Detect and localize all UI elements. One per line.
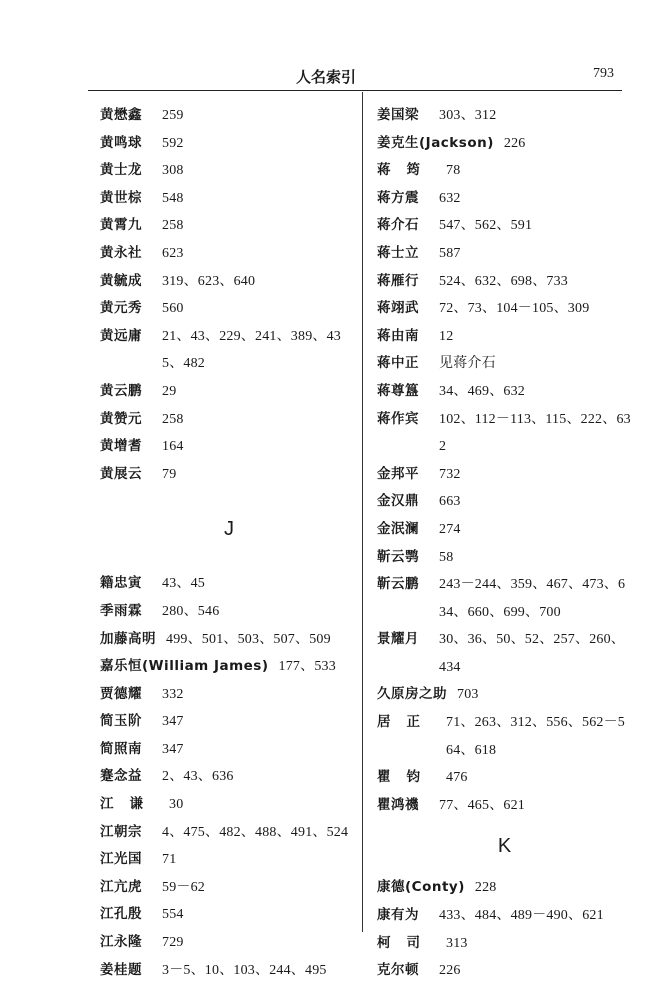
index-entry	[100, 763, 358, 791]
entry-name: 简玉阶	[100, 713, 142, 730]
entry-pages: 433、484、489－490、621	[439, 908, 604, 924]
entry-pages: 12	[439, 328, 454, 344]
entry-pages: 729	[162, 935, 184, 951]
index-entry	[377, 268, 632, 296]
entry-name: 居正	[377, 714, 436, 731]
entry-name: 黄鸣球	[100, 134, 142, 151]
entry-name: 黄展云	[100, 465, 142, 482]
entry-name: 贾德耀	[100, 685, 142, 702]
entry-pages: 259	[162, 108, 184, 123]
entry-name: 嘉乐恒(William James)	[100, 658, 269, 675]
index-entry	[100, 598, 358, 626]
entry-pages: 78	[446, 163, 461, 179]
entry-pages: 30、36、50、52、257、260、434	[439, 632, 625, 675]
section-letter: J	[224, 518, 234, 541]
entry-pages: 226	[503, 135, 526, 151]
running-title: 人名索引	[295, 68, 356, 86]
entry-name: 江光国	[100, 851, 142, 868]
index-entry	[100, 626, 358, 654]
index-entry	[377, 571, 632, 626]
entry-name: 金泯澜	[377, 520, 419, 537]
index-entry	[100, 378, 358, 406]
entry-name: 江永隆	[100, 934, 142, 951]
entry-name: 黄世棕	[100, 189, 142, 206]
entry-pages: 228	[474, 880, 497, 896]
index-entry	[377, 295, 632, 323]
entry-name: 蒋作宾	[377, 410, 419, 427]
entry-name: 江朝宗	[100, 823, 142, 840]
entry-pages: 703	[457, 687, 479, 703]
entry-name: 柯司	[377, 934, 436, 951]
entry-name: 加藤高明	[100, 630, 156, 647]
entry-name: 黄远庸	[100, 327, 142, 344]
entry-pages: 59－62	[162, 879, 205, 895]
entry-name: 蒋士立	[377, 244, 419, 261]
entry-pages: 58	[439, 549, 454, 565]
entry-name: 久原房之助	[377, 686, 447, 703]
entry-pages: 见蒋介石	[439, 356, 496, 372]
index-entry	[377, 516, 632, 544]
entry-pages: 554	[162, 907, 184, 923]
index-entry	[377, 488, 632, 516]
entry-name: 蒋方震	[377, 189, 419, 206]
entry-pages: 21、43、229、241、389、435、482	[162, 328, 341, 372]
entry-pages: 280、546	[162, 603, 220, 619]
index-entry	[377, 378, 632, 406]
entry-pages: 71、263、312、556、562－564、618	[446, 715, 625, 758]
entry-name: 黄云鹏	[100, 382, 142, 399]
entry-pages: 560	[162, 301, 184, 317]
index-entry	[100, 791, 358, 819]
entry-name: 金汉鼎	[377, 493, 419, 510]
index-entry	[377, 957, 632, 985]
entry-name: 蒋雁行	[377, 272, 419, 289]
entry-pages: 732	[439, 466, 461, 482]
index-entry	[100, 295, 358, 323]
index-entry	[100, 901, 358, 929]
entry-pages: 663	[439, 494, 461, 510]
entry-pages: 77、465、621	[439, 797, 525, 813]
entry-name: 黄懋鑫	[100, 107, 142, 123]
entry-pages: 274	[439, 521, 461, 537]
index-entry	[377, 626, 632, 681]
entry-pages: 243－244、359、467、473、634、660、699、700	[439, 577, 626, 620]
entry-pages: 177、533	[278, 659, 336, 675]
entry-pages: 79	[162, 466, 177, 482]
index-entry	[100, 157, 358, 185]
entry-pages: 623	[162, 245, 184, 261]
entry-name: 金邦平	[377, 465, 419, 482]
entry-name: 黄毓成	[100, 272, 142, 289]
entry-pages: 308	[162, 163, 184, 179]
index-entry	[377, 212, 632, 240]
entry-name: 蒋筠	[377, 162, 436, 179]
index-entry	[100, 653, 358, 681]
index-column-left	[100, 102, 358, 984]
entry-name: 江孔殷	[100, 906, 142, 923]
index-entry	[377, 874, 632, 902]
entry-pages: 319、623、640	[162, 273, 256, 289]
entry-name: 景耀月	[377, 631, 419, 648]
entry-name: 黄元秀	[100, 300, 142, 317]
entry-name: 蒋翊武	[377, 300, 419, 317]
entry-pages: 476	[446, 770, 468, 786]
index-entry	[377, 544, 632, 572]
entry-name: 姜桂题	[100, 961, 142, 978]
index-column-right	[377, 102, 632, 985]
entry-name: 江谦	[100, 796, 159, 813]
entry-name: 康有为	[377, 907, 419, 924]
index-entry	[377, 709, 632, 764]
entry-name: 黄士龙	[100, 162, 142, 179]
entry-pages: 313	[446, 935, 468, 951]
entry-pages: 347	[162, 714, 184, 730]
index-entry	[100, 681, 358, 709]
index-entry	[100, 570, 358, 598]
entry-pages: 164	[162, 439, 184, 455]
index-entry	[100, 957, 358, 985]
entry-pages: 347	[162, 741, 184, 757]
index-entry	[100, 846, 358, 874]
entry-pages: 30	[169, 797, 184, 813]
entry-name: 瞿鸿禨	[377, 796, 419, 813]
index-entry	[377, 130, 632, 158]
entry-pages: 4、475、482、488、491、524	[162, 824, 349, 840]
index-entry	[100, 323, 358, 378]
entry-pages: 226	[439, 963, 461, 979]
index-entry	[377, 930, 632, 958]
entry-pages: 43、45	[162, 576, 205, 592]
index-entry	[377, 461, 632, 489]
index-entry	[100, 736, 358, 764]
entry-name: 靳云鹗	[377, 548, 419, 565]
index-entry	[100, 185, 358, 213]
entry-pages: 524、632、698、733	[439, 273, 568, 289]
index-entry	[100, 433, 358, 461]
index-entry	[377, 764, 632, 792]
index-entry	[100, 268, 358, 296]
entry-pages: 587	[439, 245, 461, 261]
page-number: 793	[593, 66, 614, 81]
entry-name: 黄增耆	[100, 438, 142, 455]
entry-pages: 71	[162, 852, 177, 868]
index-entry	[100, 130, 358, 158]
entry-pages: 34、469、632	[439, 383, 525, 399]
entry-pages: 102、112－113、115、222、632	[439, 411, 631, 455]
entry-name: 黄赞元	[100, 410, 142, 427]
index-entry	[100, 708, 358, 736]
entry-pages: 72、73、104－105、309	[439, 301, 590, 317]
entry-name: 克尔顿	[377, 962, 419, 979]
entry-pages: 632	[439, 190, 461, 206]
entry-name: 姜克生(Jackson)	[377, 134, 494, 151]
column-divider	[362, 92, 363, 932]
entry-pages: 3－5、10、103、244、495	[162, 962, 327, 978]
index-entry	[377, 240, 632, 268]
index-entry	[377, 102, 632, 130]
index-entry	[100, 240, 358, 268]
entry-name: 江亢虎	[100, 878, 142, 895]
entry-name: 蹇念益	[100, 768, 142, 785]
index-entry	[100, 461, 358, 489]
entry-name: 黄霄九	[100, 217, 142, 234]
index-entry	[377, 681, 632, 709]
entry-pages: 332	[162, 686, 184, 702]
index-entry	[100, 819, 358, 847]
index-entry	[377, 157, 632, 185]
entry-name: 蒋中正	[377, 355, 419, 372]
entry-pages: 303、312	[439, 108, 497, 123]
header-rule	[88, 90, 622, 91]
entry-name: 姜国梁	[377, 107, 419, 123]
index-entry	[100, 406, 358, 434]
entry-pages: 258	[162, 411, 184, 427]
index-entry	[100, 929, 358, 957]
entry-name: 蒋尊簋	[377, 382, 419, 399]
entry-pages: 258	[162, 218, 184, 234]
entry-pages: 2、43、636	[162, 769, 234, 785]
index-entry	[377, 185, 632, 213]
entry-name: 籍忠寅	[100, 575, 142, 592]
entry-name: 黄永社	[100, 244, 142, 261]
index-entry	[100, 102, 358, 130]
index-entry	[377, 406, 632, 461]
index-entry	[377, 792, 632, 820]
entry-name: 蒋介石	[377, 217, 419, 234]
entry-pages: 499、501、503、507、509	[166, 631, 331, 647]
entry-name: 蒋由南	[377, 327, 419, 344]
entry-pages: 592	[162, 135, 184, 151]
entry-name: 靳云鹏	[377, 576, 419, 593]
index-entry	[100, 874, 358, 902]
index-entry	[100, 212, 358, 240]
entry-name: 季雨霖	[100, 602, 142, 619]
entry-pages: 548	[162, 190, 184, 206]
entry-name: 瞿钧	[377, 769, 436, 786]
index-entry	[377, 323, 632, 351]
entry-pages: 29	[162, 383, 177, 399]
index-entry	[377, 902, 632, 930]
entry-name: 简照南	[100, 740, 142, 757]
entry-name: 康德(Conty)	[377, 879, 465, 896]
index-entry	[377, 350, 632, 378]
entry-pages: 547、562、591	[439, 218, 533, 234]
section-letter: K	[497, 835, 512, 858]
